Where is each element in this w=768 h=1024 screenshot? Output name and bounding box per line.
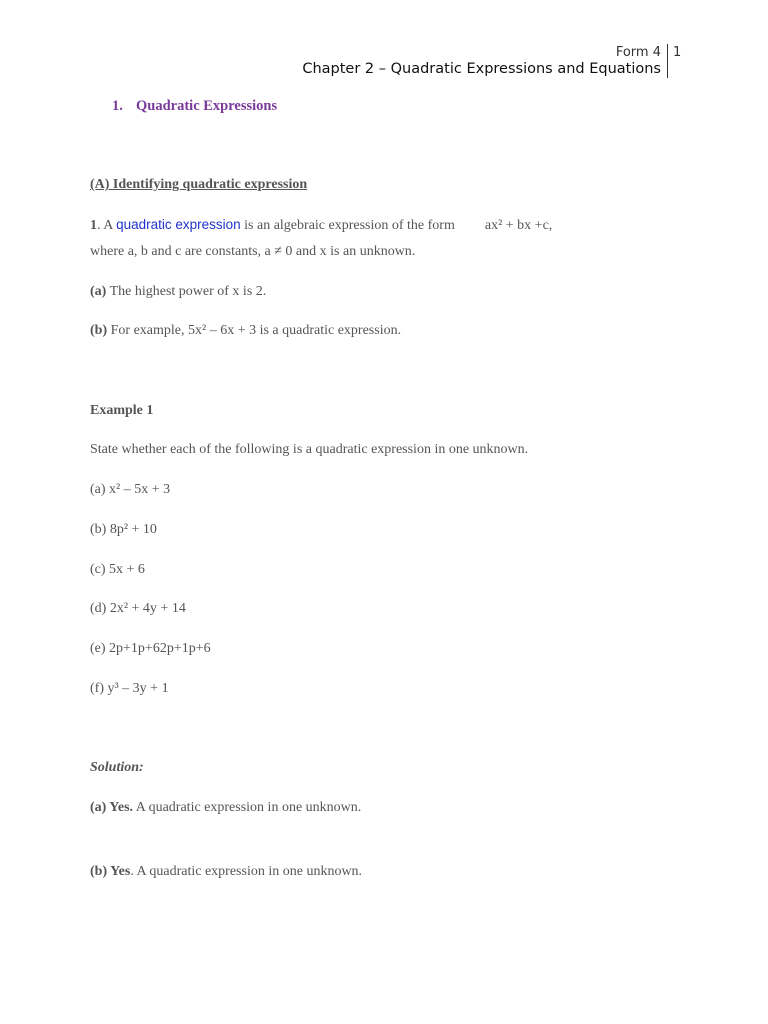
example-item: (e) 2p+1p+62p+1p+6 [90, 641, 211, 656]
example-title: Example 1 [90, 403, 154, 418]
section-heading [112, 97, 277, 115]
example-item: (c) 5x + 6 [90, 562, 145, 577]
keyword-link[interactable]: quadratic expression [116, 217, 241, 232]
section-title: Quadratic Expressions [136, 98, 278, 114]
subsection-heading: (A) Identifying quadratic expression [90, 177, 308, 192]
example-item: (f) y³ – 3y + 1 [90, 681, 169, 696]
example-item: (a) x² – 5x + 3 [90, 482, 171, 497]
page-number: 1 [673, 45, 682, 60]
definition-line-1: 1. A quadratic expression is an algebraic expression of the form ax² + bx +c, [90, 217, 553, 233]
point-b: (b) For example, 5x² – 6x + 3 is a quadratic expression. [90, 323, 402, 338]
general-form-formula: ax² + bx +c, [484, 218, 553, 233]
point-a: (a) The highest power of x is 2. [90, 284, 267, 299]
section-number: 1. [112, 98, 123, 114]
solution-answer: (a) Yes. A quadratic expression in one unknown. [90, 800, 362, 815]
header-form: Form 4 [615, 45, 661, 60]
example-item: (d) 2x² + 4y + 14 [90, 601, 186, 616]
example-question: State whether each of the following is a quadratic expression in one unknown. [90, 442, 529, 457]
definition-number: 1 [90, 218, 97, 233]
definition-line-2: where a, b and c are constants, a ≠ 0 and x is an unknown. [90, 244, 416, 259]
solution-title: Solution: [90, 760, 144, 775]
example-item: (b) 8p² + 10 [90, 522, 157, 537]
page-header [302, 44, 668, 78]
solution-answer: (b) Yes. A quadratic expression in one unknown. [90, 864, 363, 879]
header-chapter-title: Chapter 2 – Quadratic Expressions and Equations [302, 61, 661, 77]
